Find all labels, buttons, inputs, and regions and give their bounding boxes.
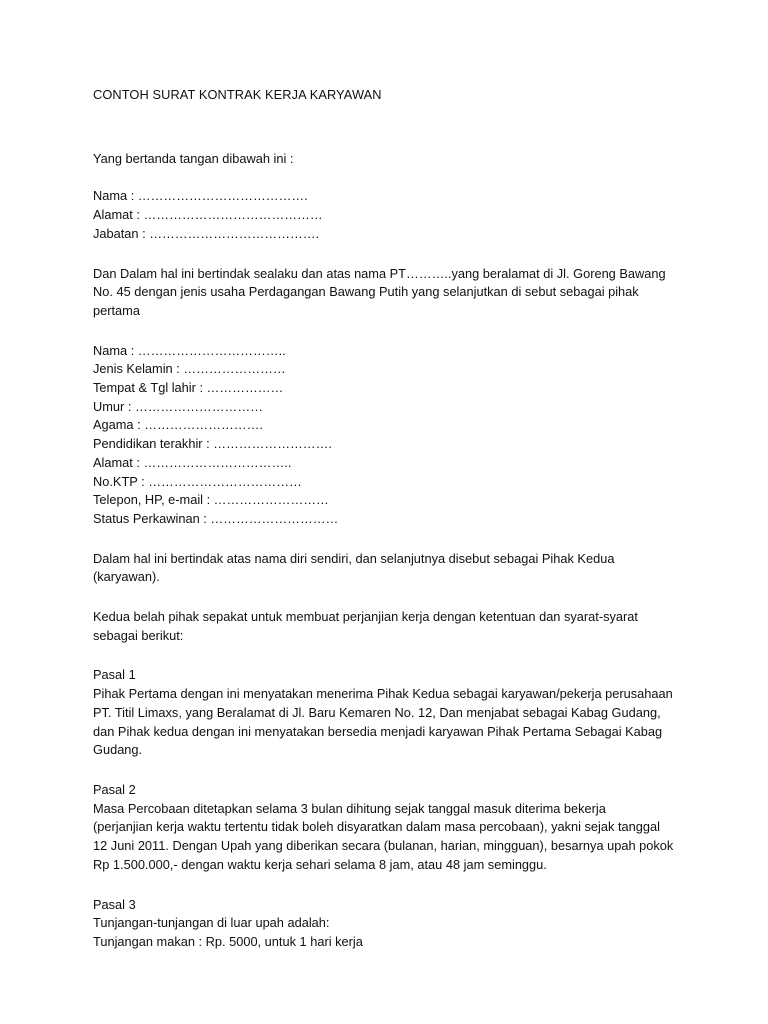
agreement-intro <box>93 608 713 645</box>
intro-text: Yang bertanda tangan dibawah ini : <box>93 150 294 166</box>
agreement-line: sebagai berikut: <box>93 627 184 643</box>
article-line: Masa Percobaan ditetapkan selama 3 bulan dihitung sejak tanggal masuk diterima bekerja <box>93 800 606 816</box>
article-line: Gudang. <box>93 742 143 758</box>
statement-line: (karyawan). <box>93 569 160 585</box>
field-jenis-kelamin: Jenis Kelamin : …………………… <box>93 361 286 377</box>
article-line: Rp 1.500.000,- dengan waktu kerja sehari selama 8 jam, atau 48 jam seminggu. <box>93 856 547 872</box>
statement-line: Dan Dalam hal ini bertindak sealaku dan atas nama PT………..yang beralamat di Jl. Goreng Bawang <box>93 265 666 281</box>
field-pendidikan: Pendidikan terakhir : ………………………. <box>93 436 332 452</box>
document-title: CONTOH SURAT KONTRAK KERJA KARYAWAN <box>93 87 382 102</box>
statement-line: pertama <box>93 302 140 318</box>
article-line: dan Pihak kedua dengan ini menyatakan bersedia menjadi karyawan Pihak Pertama Sebagai Kabag <box>93 723 663 739</box>
article-line: 12 Juni 2011. Dengan Upah yang diberikan secara (bulanan, harian, mingguan), besarnya upah pokok <box>93 838 674 854</box>
first-party-statement <box>93 265 713 321</box>
field-status-perkawinan: Status Perkawinan : ………………………… <box>93 510 339 526</box>
document-body <box>93 86 713 952</box>
article-line: Tunjangan makan : Rp. 5000, untuk 1 hari kerja <box>93 933 363 949</box>
field-tempat-tgl-lahir: Tempat & Tgl lahir : ……………… <box>93 380 284 396</box>
first-party-fields <box>93 187 713 243</box>
second-party-statement <box>93 550 713 587</box>
article-heading: Pasal 3 <box>93 896 136 912</box>
statement-line: No. 45 dengan jenis usaha Perdagangan Bawang Putih yang selanjutkan di sebut sebagai pihak <box>93 284 639 300</box>
second-party-fields <box>93 342 713 529</box>
article-line: PT. Titil Limaxs, yang Beralamat di Jl. Baru Kemaren No. 12, Dan menjabat sebagai Kabag Gudang, <box>93 704 661 720</box>
field-alamat: Alamat : …………………………………… <box>93 207 323 223</box>
article-line: Pihak Pertama dengan ini menyatakan menerima Pihak Kedua sebagai karyawan/pekerja perusahaan <box>93 686 673 702</box>
article-1 <box>93 666 713 760</box>
field-nama: Nama : …………………………….. <box>93 342 286 358</box>
field-nama: Nama : …………………………………. <box>93 188 308 204</box>
field-no-ktp: No.KTP : ……………………………… <box>93 473 302 489</box>
agreement-line: Kedua belah pihak sepakat untuk membuat perjanjian kerja dengan ketentuan dan syarat-syarat <box>93 609 638 625</box>
article-line: (perjanjian kerja waktu tertentu tidak boleh disyaratkan dalam masa percobaan), yakni sejak tanggal <box>93 819 660 835</box>
article-2 <box>93 781 713 875</box>
field-umur: Umur : ………………………… <box>93 398 263 414</box>
article-heading: Pasal 1 <box>93 667 136 683</box>
article-line: Tunjangan-tunjangan di luar upah adalah: <box>93 915 330 931</box>
field-telepon: Telepon, HP, e-mail : ……………………… <box>93 492 329 508</box>
field-jabatan: Jabatan : …………………………………. <box>93 225 320 241</box>
field-alamat: Alamat : …………………………….. <box>93 454 292 470</box>
article-3 <box>93 896 713 952</box>
field-agama: Agama : ………………………. <box>93 417 263 433</box>
statement-line: Dalam hal ini bertindak atas nama diri sendiri, dan selanjutnya disebut sebagai Pihak Kedua <box>93 550 615 566</box>
article-heading: Pasal 2 <box>93 781 136 797</box>
